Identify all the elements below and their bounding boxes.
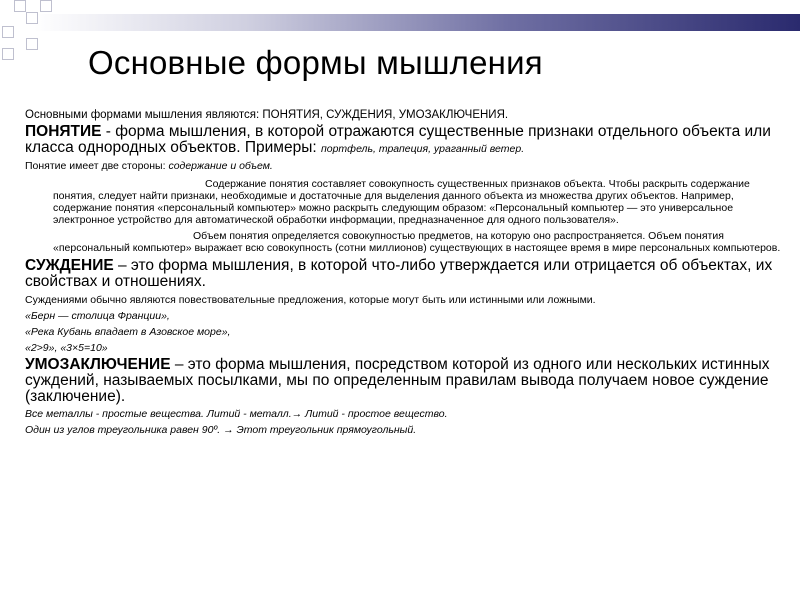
inference-example: Один из углов треугольника равен 90º. → Этот треугольник прямоугольный. <box>25 424 417 436</box>
concept-definition <box>25 124 785 156</box>
intro-text: Основными формами мышления являются: ПОНЯТИЯ, СУЖДЕНИЯ, УМОЗАКЛЮЧЕНИЯ. <box>25 109 509 121</box>
concept-sides <box>25 160 785 172</box>
decor-square <box>2 26 14 38</box>
concept-examples: портфель, трапеция, ураганный ветер. <box>320 143 525 155</box>
concept-definition-text: - форма мышления, в которой отражаются существенные признаки отдельного объекта или класса однородных объектов. Примеры: <box>25 123 771 156</box>
inference-term: УМОЗАКЛЮЧЕНИЕ <box>25 356 171 373</box>
inference-definition <box>25 357 785 405</box>
concept-content-paragraph <box>53 178 785 226</box>
judgment-example: «Река Кубань впадает в Азовское море», <box>25 326 231 338</box>
decor-square <box>2 48 14 60</box>
concept-volume-paragraph <box>53 230 785 254</box>
judgment-definition-text: – это форма мышления, в которой что-либо утверждается или отрицается об объектах, их свойствах и отношениях. <box>25 257 773 290</box>
judgment-example: «2>9», «3×5=10» <box>25 342 108 354</box>
judgment-term: СУЖДЕНИЕ <box>25 257 114 274</box>
judgment-definition <box>25 258 785 290</box>
judgment-example: «Берн — столица Франции», <box>25 310 170 322</box>
concept-volume-text: Объем понятия определяется совокупностью предметов, на которую оно распространяется. Объем понятия «персональный компьютер» выражает всю совокупность (сотни миллионов) существующих в настоящее время в мире персональных компьютеров. <box>53 230 781 254</box>
slide-body <box>25 108 785 436</box>
decor-square <box>14 0 26 12</box>
inference-example: Все металлы - простые вещества. Литий - металл.→ Литий - простое вещество. <box>25 408 448 420</box>
inference-definition-text: – это форма мышления, посредством которой из одного или нескольких истинных суждений, называемых посылками, мы по определенным правилам вывода получаем новое суждение (заключение). <box>25 356 770 405</box>
concept-content-text: Содержание понятия составляет совокупность существенных признаков объекта. Чтобы раскрыть содержание понятия, следует найти признаки, необходимые и достаточные для выделения данного объекта из множества других объектов. Например, содержание понятия «персональный компьютер» можно раскрыть следующим образом: «Персональный компьютер — это универсальное электронное устройство для автоматической обработки информации, предназначенное для одного пользователя». <box>53 178 750 226</box>
concept-sides-prefix: Понятие имеет две стороны: <box>25 160 169 172</box>
decor-square <box>26 38 38 50</box>
decor-square <box>26 12 38 24</box>
decor-square <box>40 0 52 12</box>
page-title: Основные формы мышления <box>88 44 543 81</box>
header-gradient-bar <box>34 14 800 31</box>
concept-sides-italic: содержание и объем. <box>168 160 273 172</box>
judgment-note: Суждениями обычно являются повествовательные предложения, которые могут быть или истинными или ложными. <box>25 294 596 306</box>
concept-term: ПОНЯТИЕ <box>25 123 102 140</box>
